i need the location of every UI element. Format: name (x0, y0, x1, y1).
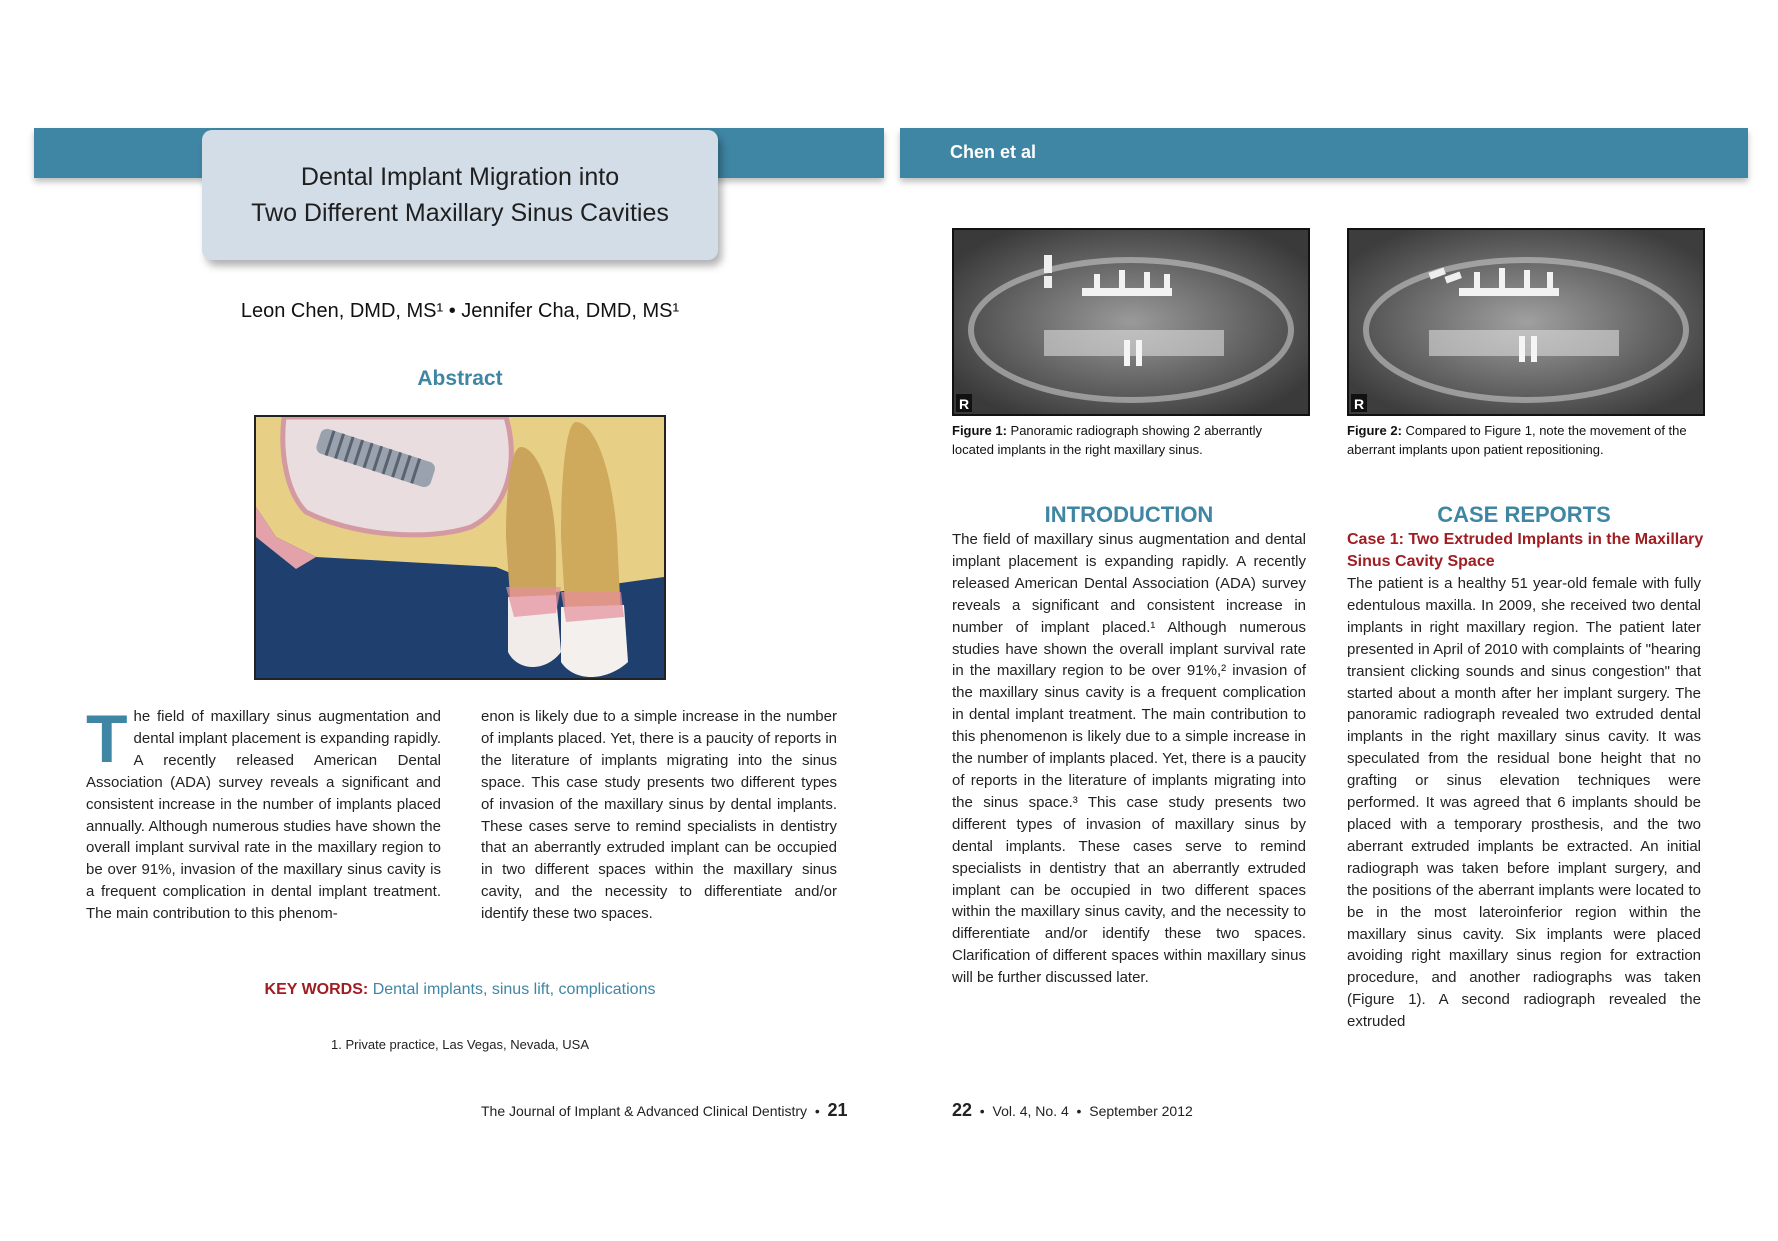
case-1-subheading: Case 1: Two Extruded Implants in the Maxillary Sinus Cavity Space (1347, 531, 1704, 570)
running-head: Chen et al (950, 142, 1037, 162)
figure-2-label: Figure 2: (1347, 423, 1402, 438)
page-number-left: 21 (827, 1100, 848, 1120)
abstract-text-1: he field of maxillary sinus augmentation and dental implant placement is expanding rapidly. A recently released American Dental Association (ADA) survey reveals a significant and consistent increase in the number of implants placed annually. Although numerous studies have shown the overall implant survival rate in the maxillary region to be over 91%, invasion of the maxillary sinus cavity is a frequent complication in dental implant treatment. The main contribution to this phenom- (86, 708, 441, 923)
case-1-text: The patient is a healthy 51 year-old female with fully edentulous maxilla. In 2009, she received two dental implants in right maxillary region. The patient later presented in April of 2010 with complaints of "hearing transient clicking sounds and sinus congestion" that started about a month after her implant surgery. The panoramic radiograph revealed two extruded dental implants in the right maxillary sinus cavity. It was speculated from the residual bone height that no grafting or sinus elevation techniques were performed. It was agreed that 6 implants should be placed with a temporary prosthesis, and the two aberrant extruded implants be extracted. An initial radiograph was taken before implant surgery, and the positions of the aberrant implants were located to be in the most lateroinferior region within the maxillary sinus cavity. Six implants were placed avoiding right maxillary sinus region for extraction procedure, and another radiographs was taken (Figure 1). A second radiograph revealed the extruded (1347, 575, 1701, 1031)
title-box (202, 130, 718, 260)
introduction-text: The field of maxillary sinus augmentation and dental implant placement is expanding rapidly. A recently released American Dental Association (ADA) survey reveals a significant and consistent increase in number of implant placed.¹ Although numerous studies have shown the overall implant survival rate in the maxillary region to be over 91%,² invasion of the maxillary sinus cavity is a frequent complication in dental implant treatment. The main contribution to this phenomenon is likely due to a simple increase in the number of implants placed. Yet, there is a paucity of reports in the literature of implants migrating into the sinus space.³ This case study presents two different types of invasion of maxillary sinus by dental implants. These cases serve to remind specialists in dentistry that an aberrantly extruded implant can be occupied in two different spaces within the maxillary sinus cavity, and the necessity to differentiate and/or identify these two spaces. Clarification of different spaces within maxillary sinus will be further discussed later. (952, 531, 1306, 987)
footer-journal-name: The Journal of Implant & Advanced Clinical Dentistry (481, 1103, 808, 1119)
xray-marker-1: R (958, 396, 970, 412)
footer-issue: Vol. 4, No. 4 (992, 1103, 1069, 1119)
figure-1-caption (952, 421, 1292, 459)
xray-marker-2: R (1353, 396, 1365, 412)
introduction-column (952, 529, 1306, 989)
figure-2-caption (1347, 421, 1707, 459)
figure-1-label: Figure 1: (952, 423, 1007, 438)
keywords-text: Dental implants, sinus lift, complications (372, 981, 656, 998)
figure-2-radiograph (1347, 228, 1705, 416)
figure-1-radiograph (952, 228, 1310, 416)
abstract-heading: Abstract (417, 367, 503, 390)
abstract-column-2 (481, 706, 837, 925)
figure-1-caption-text: Panoramic radiograph showing 2 aberrantly located implants in the right maxillary sinus. (952, 423, 1263, 457)
footer-date: September 2012 (1089, 1103, 1193, 1119)
right-footer: 22 • Vol. 4, No. 4 • September 2012 (952, 1100, 1193, 1120)
case-1-column (1347, 573, 1701, 1033)
abstract-text-2: enon is likely due to a simple increase in the number of implants placed. Yet, there is a paucity of reports in the literature of implants migrating into the sinus space. This case study presents two different types of invasion of the maxillary sinus by dental implants. These cases serve to remind specialists in dentistry that an aberrantly extruded implant can be occupied in two different spaces within the maxillary sinus cavity, and the necessity to differentiate and/or identify these two spaces. (481, 708, 837, 923)
left-footer: The Journal of Implant & Advanced Clinical Dentistry • 21 (481, 1100, 848, 1120)
article-title-line-2: Two Different Maxillary Sinus Cavities (251, 199, 669, 227)
sinus-implant-illustration (254, 415, 666, 680)
introduction-heading: INTRODUCTION (1044, 502, 1214, 527)
keywords-label: KEY WORDS: (264, 981, 369, 998)
keywords (110, 981, 810, 999)
authors: Leon Chen, DMD, MS¹ • Jennifer Cha, DMD, MS¹ (240, 300, 680, 322)
affiliation-footnote: 1. Private practice, Las Vegas, Nevada, USA (331, 1037, 589, 1052)
page-number-right: 22 (952, 1100, 973, 1120)
figure-2-caption-text: Compared to Figure 1, note the movement of the aberrant implants upon patient repositioning. (1347, 423, 1687, 457)
case-reports-heading: CASE REPORTS (1437, 502, 1611, 527)
article-title-line-1: Dental Implant Migration into (300, 163, 620, 191)
abstract-column-1 (86, 701, 441, 925)
drop-cap: T (86, 701, 128, 777)
